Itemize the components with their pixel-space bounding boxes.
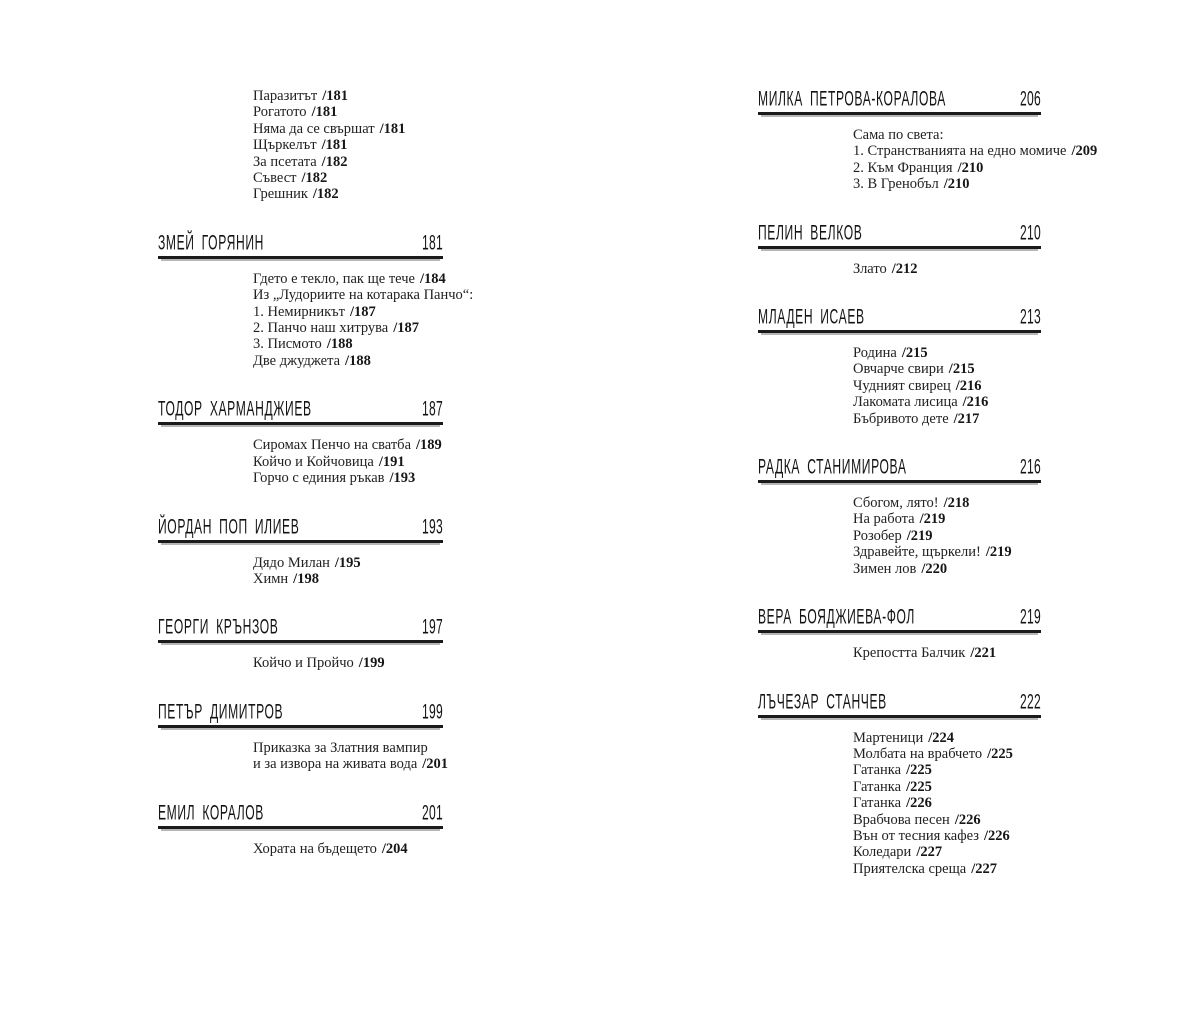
entry-page-number: /201	[422, 756, 449, 773]
entry-title: 3. Писмото	[253, 336, 322, 353]
entry-title: Горчо с единия ръкав	[253, 470, 385, 487]
entry-list	[158, 555, 443, 588]
toc-entry	[253, 740, 443, 756]
entry-page-number: /188	[326, 336, 353, 353]
toc-entry	[253, 555, 443, 571]
toc-entry	[253, 88, 443, 104]
toc-entry	[253, 841, 443, 857]
toc-section	[758, 691, 1041, 878]
entry-page-number: /219	[906, 527, 933, 544]
toc-entry	[253, 320, 443, 336]
author-heading	[158, 802, 443, 829]
toc-entry	[253, 287, 474, 304]
toc-section	[158, 230, 474, 369]
toc-entry	[253, 170, 443, 186]
entry-page-number: /226	[954, 811, 981, 828]
author-page-number: 210	[1019, 220, 1041, 245]
entry-title: 2. Към Франция	[853, 159, 953, 176]
entry-title: Няма да се свършат	[253, 120, 375, 137]
toc-entry	[853, 143, 1098, 160]
entry-page-number: /218	[943, 495, 970, 512]
entry-title: Рогатото	[253, 104, 307, 121]
entry-title: Коледари	[853, 844, 912, 861]
entry-title: Дядо Милан	[253, 554, 330, 571]
entry-title: 3. В Гренобъл	[853, 176, 939, 193]
entry-title: Гдето е текло, пак ще тече	[253, 270, 415, 287]
entry-page-number: /215	[948, 361, 975, 378]
toc-entry	[853, 844, 1041, 860]
entry-page-number: /181	[311, 104, 338, 121]
entry-page-number: /188	[345, 352, 371, 369]
author-page-number: 206	[1019, 86, 1041, 112]
entry-title: Приказка за Златния вампир	[253, 739, 428, 756]
toc-section	[158, 616, 443, 671]
author-name: ТОДОР ХАРМАНДЖИЕВ	[158, 397, 312, 422]
author-page-number: 213	[1019, 304, 1041, 330]
toc-entry	[853, 645, 1041, 661]
author-page-number: 197	[421, 615, 443, 640]
author-name: МИЛКА ПЕТРОВА-КОРАЛОВА	[758, 86, 946, 112]
entry-title: Койчо и Койчовица	[253, 453, 374, 470]
toc-section	[158, 516, 443, 588]
entry-list	[758, 345, 1041, 427]
entry-page-number: /198	[293, 570, 319, 587]
toc-section	[158, 88, 443, 203]
toc-entry	[253, 470, 443, 486]
entry-title: Злато	[853, 260, 887, 277]
entry-title: Две джуджета	[253, 352, 341, 369]
entry-page-number: /225	[987, 745, 1013, 762]
entry-page-number: /224	[928, 729, 954, 746]
entry-title: Крепостта Балчик	[853, 645, 966, 662]
author-name: ЙОРДАН ПОП ИЛИЕВ	[158, 514, 300, 539]
toc-entry	[853, 861, 1041, 877]
author-name: ЗМЕЙ ГОРЯНИН	[158, 230, 264, 255]
toc-section	[158, 802, 443, 857]
entry-list	[758, 495, 1041, 577]
toc-entry	[253, 756, 449, 773]
author-name: ГЕОРГИ КРЪНЗОВ	[158, 615, 279, 640]
entry-title: Розобер	[853, 527, 902, 544]
entry-title: Приятелска среща	[853, 860, 967, 877]
toc-entry	[853, 730, 1041, 746]
entry-page-number: /220	[921, 560, 948, 577]
entry-page-number: /210	[957, 159, 984, 176]
toc-entry	[853, 261, 1041, 277]
toc-entry	[853, 528, 1041, 544]
toc-section	[758, 606, 1041, 661]
toc-entry	[853, 544, 1041, 560]
author-heading	[758, 222, 1041, 249]
toc-entry	[853, 345, 1041, 361]
author-heading	[158, 701, 443, 728]
entry-page-number: /182	[312, 186, 339, 203]
toc-column-left	[158, 88, 474, 857]
entry-page-number: /227	[971, 860, 997, 877]
entry-list	[758, 730, 1041, 878]
toc-entry	[853, 812, 1041, 828]
toc-entry	[853, 779, 1041, 795]
toc-entry	[853, 511, 1041, 527]
entry-page-number: /181	[321, 137, 348, 154]
author-page-number: 199	[421, 699, 443, 724]
entry-title: Здравейте, щъркели!	[853, 544, 981, 561]
entry-title: Врабчова песен	[853, 811, 950, 828]
toc-entry	[253, 104, 443, 120]
entry-title: 2. Панчо наш хитрува	[253, 320, 389, 337]
toc-entry	[853, 495, 1041, 511]
entry-page-number: /193	[389, 470, 416, 487]
toc-entry	[253, 154, 443, 170]
toc-entry	[253, 186, 443, 202]
author-heading	[158, 516, 443, 543]
entry-page-number: /215	[901, 345, 928, 362]
toc-section	[758, 306, 1041, 427]
entry-list	[158, 270, 474, 369]
toc-entry	[853, 795, 1041, 811]
author-heading	[158, 398, 443, 425]
entry-title: Овчарче свири	[853, 361, 944, 378]
entry-list	[758, 645, 1041, 661]
entry-title: Щъркелът	[253, 137, 317, 154]
entry-title: 1. Странстванията на едно момиче	[853, 143, 1067, 160]
toc-entry	[253, 304, 443, 320]
entry-title: Гатанка	[853, 795, 902, 812]
entry-page-number: /189	[416, 437, 442, 454]
author-page-number: 216	[1019, 454, 1041, 480]
toc-entry	[853, 411, 1041, 427]
toc-entry	[853, 394, 1041, 410]
toc-entry	[853, 378, 1041, 394]
entry-page-number: /195	[334, 554, 361, 571]
toc-entry	[853, 160, 1041, 176]
entry-list	[758, 261, 1041, 277]
entry-page-number: /181	[379, 120, 406, 137]
toc-column-right	[758, 86, 1098, 877]
toc-section	[758, 222, 1041, 277]
entry-list	[158, 739, 449, 773]
entry-title: На работа	[853, 511, 915, 528]
entry-title: Сбогом, лято!	[853, 495, 939, 512]
entry-title: Койчо и Пройчо	[253, 655, 354, 672]
author-name: ВЕРА БОЯДЖИЕВА-ФОЛ	[758, 604, 915, 630]
author-name: РАДКА СТАНИМИРОВА	[758, 454, 907, 480]
entry-title: Грешник	[253, 186, 308, 203]
entry-title: За псетата	[253, 153, 317, 170]
toc-section	[158, 699, 449, 773]
author-name: ЛЪЧЕЗАР СТАНЧЕВ	[758, 689, 887, 714]
entry-page-number: /217	[953, 410, 980, 427]
entry-list	[158, 88, 443, 203]
entry-page-number: /225	[906, 762, 932, 779]
author-page-number: 222	[1019, 689, 1041, 714]
entry-title: Лакомата лисица	[853, 394, 958, 411]
toc-entry	[253, 437, 443, 453]
author-page-number: 219	[1019, 604, 1041, 630]
entry-title: Сама по света:	[853, 127, 944, 143]
entry-title: Молбата на врабчето	[853, 745, 983, 762]
entry-page-number: /191	[378, 453, 405, 470]
entry-title: Съвест	[253, 170, 297, 187]
entry-title: и за извора на живата вода	[253, 756, 418, 773]
entry-page-number: /209	[1071, 143, 1098, 160]
author-name: ПЕТЪР ДИМИТРОВ	[158, 699, 284, 724]
entry-page-number: /216	[955, 377, 982, 394]
entry-title: Гатанка	[853, 778, 902, 795]
toc-entry	[853, 828, 1041, 844]
toc-entry	[853, 361, 1041, 377]
entry-page-number: /187	[350, 303, 376, 320]
entry-title: 1. Немирникът	[253, 303, 345, 320]
author-page-number: 193	[421, 514, 443, 539]
author-heading	[158, 232, 443, 259]
entry-title: Хората на бъдещето	[253, 840, 377, 857]
toc-entry	[253, 454, 443, 470]
entry-page-number: /226	[906, 795, 932, 812]
author-heading	[758, 88, 1041, 115]
entry-page-number: /216	[962, 394, 989, 411]
toc-entry	[853, 762, 1041, 778]
entry-page-number: /199	[358, 655, 385, 672]
entry-page-number: /219	[919, 511, 946, 528]
toc-entry	[253, 121, 443, 137]
author-heading	[758, 606, 1041, 633]
toc-entry	[253, 655, 443, 671]
toc-entry	[253, 336, 443, 352]
author-name: МЛАДЕН ИСАЕВ	[758, 304, 865, 330]
toc-section	[158, 398, 443, 486]
entry-page-number: /225	[906, 778, 932, 795]
toc-entry	[253, 571, 443, 587]
toc-section	[758, 456, 1041, 577]
author-heading	[158, 616, 443, 643]
entry-title: Бъбривото дете	[853, 410, 949, 427]
entry-list	[158, 437, 443, 486]
entry-page-number: /210	[943, 176, 970, 193]
entry-title: Из „Лудориите на котарака Панчо“:	[253, 287, 474, 304]
toc-entry	[253, 137, 443, 153]
toc-entry	[253, 353, 443, 369]
toc-section	[758, 86, 1098, 193]
toc-entry	[853, 746, 1041, 762]
entry-title: Паразитът	[253, 88, 318, 104]
author-name: ЕМИЛ КОРАЛОВ	[158, 800, 264, 825]
entry-list	[158, 841, 443, 857]
entry-page-number: /212	[891, 260, 918, 277]
entry-title: Химн	[253, 570, 289, 587]
author-heading	[758, 456, 1041, 483]
entry-title: Чудният свирец	[853, 377, 951, 394]
entry-list	[758, 127, 1098, 193]
author-name: ПЕЛИН ВЕЛКОВ	[758, 220, 863, 245]
entry-title: Сиромах Пенчо на сватба	[253, 437, 411, 454]
entry-title: Зимен лов	[853, 560, 917, 577]
entry-page-number: /184	[419, 270, 446, 287]
toc-entry	[253, 270, 446, 287]
entry-page-number: /204	[381, 840, 408, 857]
author-page-number: 187	[421, 397, 443, 422]
toc-entry	[853, 561, 1041, 577]
entry-title: Гатанка	[853, 762, 902, 779]
entry-title: Вън от тесния кафез	[853, 827, 979, 844]
entry-page-number: /182	[321, 153, 348, 170]
entry-page-number: /182	[301, 170, 328, 187]
entry-page-number: /181	[322, 88, 349, 104]
author-page-number: 181	[421, 230, 443, 255]
entry-title: Мартеници	[853, 729, 924, 746]
entry-page-number: /219	[985, 544, 1012, 561]
entry-page-number: /221	[970, 645, 997, 662]
toc-entry	[853, 176, 1041, 192]
author-page-number: 201	[421, 800, 443, 825]
entry-page-number: /187	[393, 320, 420, 337]
author-heading	[758, 691, 1041, 718]
entry-page-number: /227	[916, 844, 943, 861]
author-heading	[758, 306, 1041, 333]
entry-title: Родина	[853, 345, 897, 362]
entry-list	[158, 655, 443, 671]
toc-entry	[853, 127, 1041, 143]
entry-page-number: /226	[983, 827, 1010, 844]
